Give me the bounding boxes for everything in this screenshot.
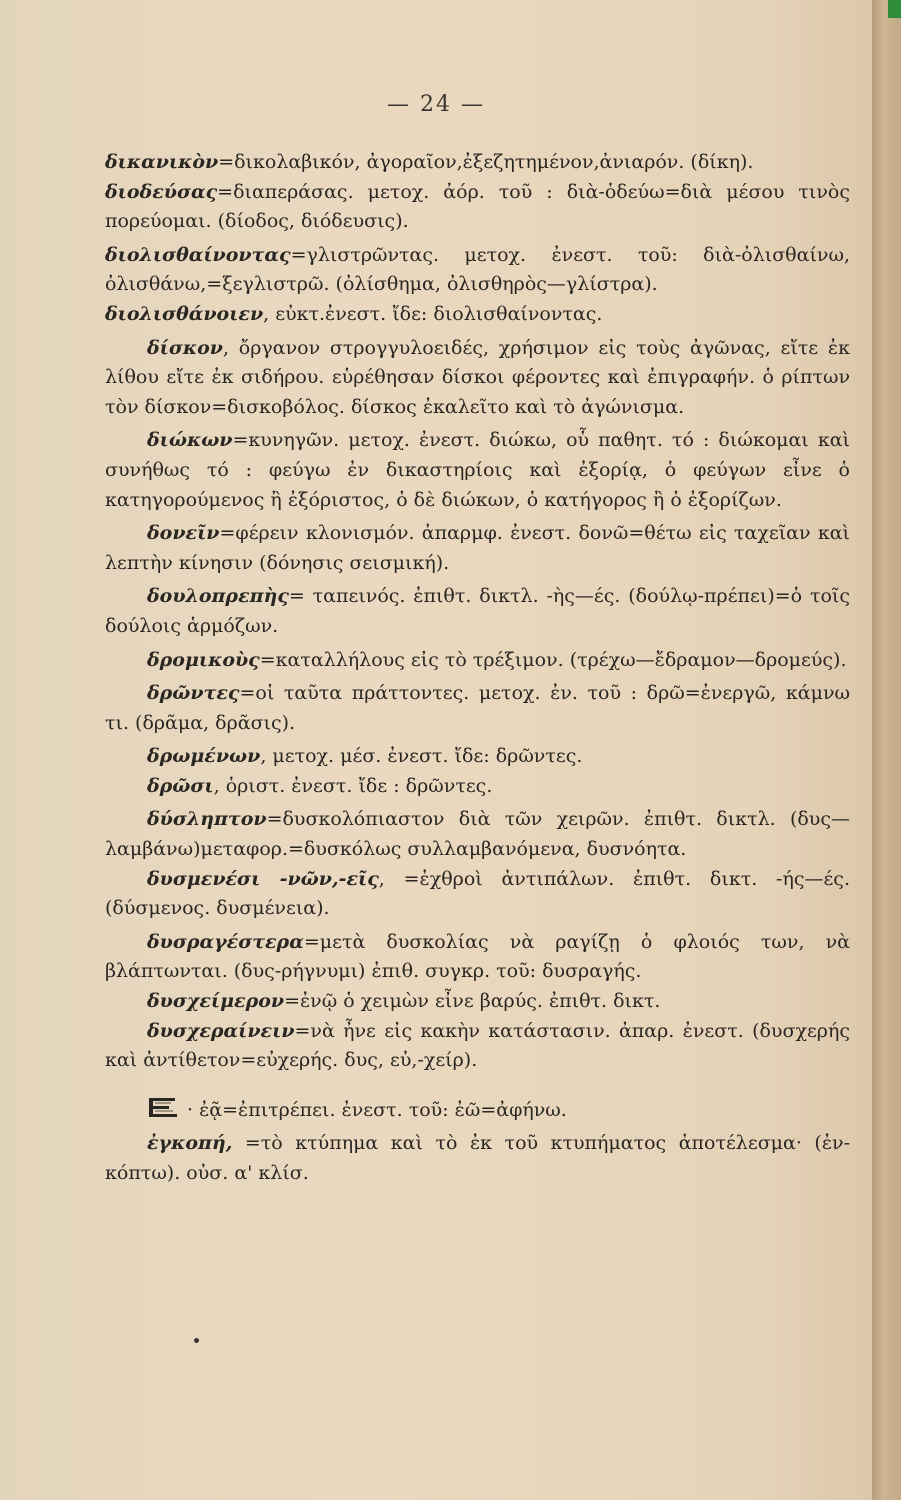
bookmark-ribbon — [888, 0, 901, 18]
glossary-entry — [105, 865, 850, 924]
glossary-entry — [105, 646, 850, 676]
glossary-entry — [105, 519, 850, 578]
headword: διώκων — [147, 429, 233, 452]
headword: διολισθάνοιεν — [105, 302, 264, 325]
glossary-text — [105, 148, 850, 1189]
section-heading — [105, 1094, 850, 1126]
definition: =ἐνῷ ὁ χειμὼν εἶνε βαρύς. ἐπιθτ. δικτ. — [284, 990, 661, 1013]
glossary-entry — [105, 300, 850, 330]
epsilon-ornament-icon — [147, 1097, 179, 1119]
definition: , =ἐχθροὶ ἀντιπάλων. ἐπιθτ. δικτ. -ής—ές. (δύσμενος. δυσμένεια). — [105, 867, 850, 920]
section-letter-ornament — [147, 1097, 179, 1119]
headword: δίσκον — [147, 336, 223, 359]
headword: δρωμένων — [147, 745, 261, 768]
definition: =νὰ ἦνε εἰς κακὴν κατάστασιν. ἀπαρ. ἐνεστ. (δυσχερής καὶ ἀντίθετον=εὐχερής. δυς, εὐ,-χείρ). — [105, 1019, 850, 1072]
glossary-entry — [105, 334, 850, 423]
glossary-entry — [105, 1017, 850, 1076]
definition: =δικολαβικόν, ἀγοραῖον,ἐξεζητημένον,ἀνιαρόν. (δίκη). — [218, 151, 754, 173]
definition: , εὐκτ.ἐνεστ. ἴδε: διολισθαίνοντας. — [263, 302, 603, 325]
headword: δυσχεραίνειν — [147, 1019, 295, 1042]
glossary-entry — [105, 148, 850, 178]
definition: =γλιστρῶντας. μετοχ. ἐνεστ. τοῦ: διὰ-ὀλισθαίνω, ὀλισθάνω,=ξεγλιστρῶ. (ὀλίσθημα, ὀλισθηρὸς—γλίστρα). — [105, 243, 850, 296]
glossary-entry — [105, 772, 850, 802]
headword: δυσχείμερον — [147, 990, 285, 1013]
section-gap — [105, 1076, 850, 1094]
definition: =καταλλήλους εἰς τὸ τρέξιμον. (τρέχω—ἔδραμον—δρομεύς). — [259, 648, 847, 671]
glossary-entry — [105, 987, 850, 1017]
headword: δρομικοὺς — [147, 648, 260, 671]
definition: , μετοχ. μέσ. ἐνεστ. ἴδε: δρῶντες. — [260, 745, 583, 768]
glossary-entry — [105, 1129, 850, 1188]
glossary-entry — [105, 426, 850, 515]
headword: δρῶσι — [147, 774, 214, 797]
headword: ἐγκοπή, — [147, 1132, 233, 1155]
headword: δονεῖν — [147, 522, 220, 545]
definition: =μετὰ δυσκολίας νὰ ραγίζῃ ὁ φλοιός των, νὰ βλάπτωνται. (δυς-ρήγνυμι) ἐπιθ. συγκρ. τοῦ: δυσραγής. — [105, 930, 850, 983]
definition: =δυσκολόπιαστον διὰ τῶν χειρῶν. ἐπιθτ. δικτλ. (δυς—λαμβάνω)μεταφορ.=δυσκόλως συλλαμβανόμενα, δυσνόητα. — [105, 808, 850, 861]
headword: δουλοπρεπὴς — [147, 585, 289, 608]
headword: διολισθαίνοντας — [105, 243, 291, 266]
page-edge — [872, 0, 901, 1500]
headword: δρῶντες — [147, 682, 240, 705]
definition: =κυνηγῶν. μετοχ. ἐνεστ. διώκω, οὗ παθητ. τό : διώκομαι καὶ συνήθως τό : φεύγω ἐν δικαστηρίοις καὶ ἐξορίᾳ, ὁ φεύγων εἶνε ὁ κατηγορούμενος ἢ ἐξόριστος, ὁ δὲ διώκων, ὁ κατήγορος ἢ ὁ ἐξορίζων. — [105, 429, 850, 511]
glossary-entry — [105, 928, 850, 987]
glossary-entry — [105, 805, 850, 864]
glossary-entry — [105, 582, 850, 641]
definition: = ταπεινός. ἐπιθτ. δικτλ. -ὴς—ές. (δούλῳ-πρέπει)=ὁ τοῖς δούλοις ἁρμόζων. — [105, 585, 850, 637]
definition: =οἱ ταῦτα πράττοντες. μετοχ. ἐν. τοῦ : δρῶ=ἐνεργῶ, κάμνω τι. (δρᾶμα, δρᾶσις). — [105, 682, 850, 734]
definition: , ὁριστ. ἐνεστ. ἴδε : δρῶντες. — [213, 774, 493, 797]
glossary-entry — [105, 241, 850, 300]
headword: διοδεύσας — [105, 180, 218, 203]
headword: δυσμενέσι -νῶν,-εῖς — [147, 867, 379, 890]
definition: =διαπεράσας. μετοχ. ἀόρ. τοῦ : διὰ-ὁδεύω=διὰ μέσου τινὸς πορεύομαι. (δίοδος, διόδευσις). — [105, 180, 850, 233]
section-first-entry: · ἐᾷ=ἐπιτρέπει. ἐνεστ. τοῦ: ἐῶ=ἀφήνω. — [187, 1098, 567, 1121]
headword: δυσραγέστερα — [147, 930, 304, 953]
headword: δικανικὸν — [105, 151, 219, 173]
page-number: — 24 — — [387, 92, 485, 117]
definition: , ὄργανον στρογγυλοειδές, χρήσιμον εἰς τοὺς ἀγῶνας, εἴτε ἐκ λίθου εἴτε ἐκ σιδήρου. εὑρέθησαν δίσκοι φέροντες καὶ ἐπιγραφήν. ὁ ρίπτων τὸν δίσκον=δισκοβόλος. δίσκος ἐκαλεῖτο καὶ τὸ ἀγώνισμα. — [105, 336, 850, 418]
definition: =τὸ κτύπημα καὶ τὸ ἐκ τοῦ κτυπήματος ἀποτέλεσμα· (ἐν-κόπτω). οὐσ. α' κλίσ. — [105, 1132, 850, 1184]
glossary-entry — [105, 679, 850, 738]
ink-dot — [194, 1338, 199, 1343]
headword: δύσληπτον — [147, 808, 267, 831]
definition: =φέρειν κλονισμόν. ἀπαρμφ. ἐνεστ. δονῶ=θέτω εἰς ταχεῖαν καὶ λεπτὴν κίνησιν (δόνησις σεισμική). — [105, 522, 850, 574]
glossary-entry — [105, 742, 850, 772]
glossary-entry — [105, 178, 850, 237]
